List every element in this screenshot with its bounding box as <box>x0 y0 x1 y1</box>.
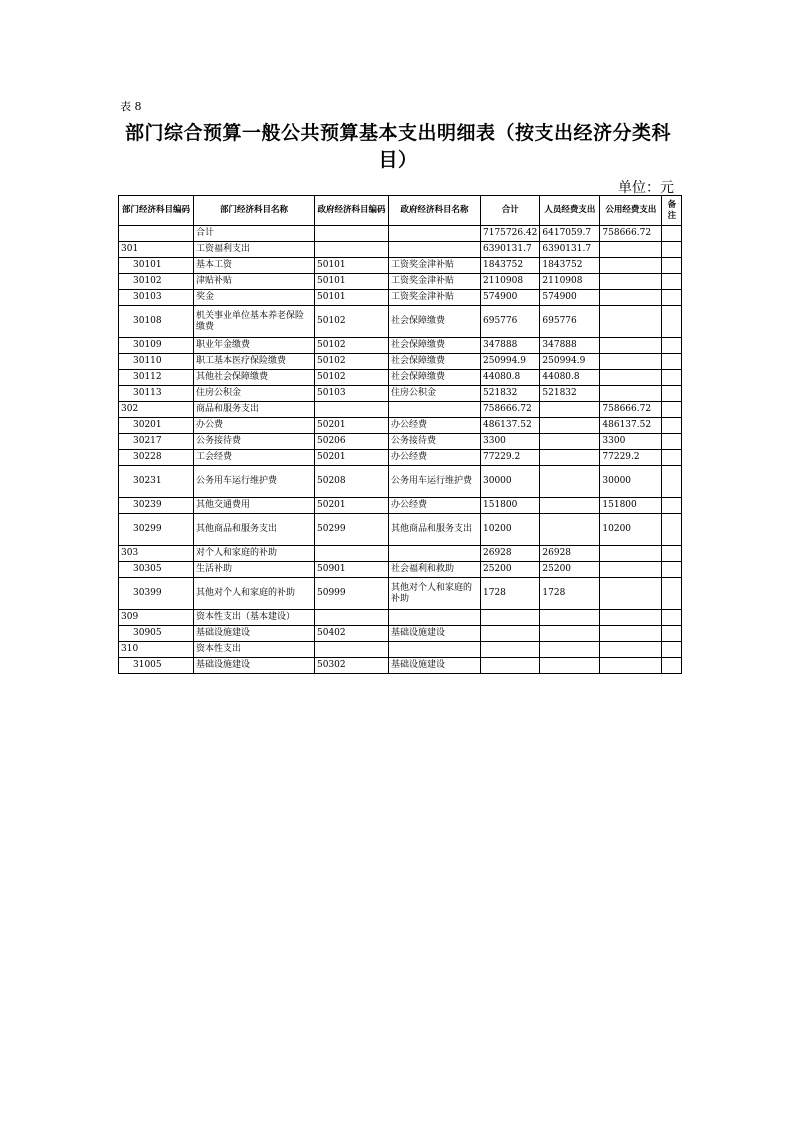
cell-remark <box>662 274 682 290</box>
cell-total <box>481 658 540 674</box>
cell-total: 347888 <box>481 338 540 354</box>
cell-public <box>600 386 662 402</box>
cell-dept-code <box>119 226 194 242</box>
cell-total <box>481 642 540 658</box>
cell-public <box>600 546 662 562</box>
header-remark: 备注 <box>662 196 682 226</box>
cell-total: 3300 <box>481 434 540 450</box>
cell-gov-name: 公务用车运行维护费 <box>389 466 481 498</box>
cell-gov-code: 50206 <box>315 434 389 450</box>
cell-personnel <box>540 626 600 642</box>
cell-public <box>600 338 662 354</box>
cell-dept-code: 30102 <box>119 274 194 290</box>
cell-remark <box>662 418 682 434</box>
cell-gov-name <box>389 610 481 626</box>
cell-gov-name: 基础设施建设 <box>389 658 481 674</box>
cell-gov-code: 50201 <box>315 418 389 434</box>
cell-gov-code <box>315 402 389 418</box>
cell-total: 10200 <box>481 514 540 546</box>
cell-dept-code: 30101 <box>119 258 194 274</box>
table-number: 表 8 <box>120 100 142 113</box>
cell-total: 6390131.7 <box>481 242 540 258</box>
header-gov-name: 政府经济科目名称 <box>389 196 481 226</box>
cell-gov-code: 50102 <box>315 370 389 386</box>
table-row <box>119 370 682 386</box>
cell-gov-name: 社会保障缴费 <box>389 370 481 386</box>
cell-gov-code: 50102 <box>315 306 389 338</box>
page-title: 部门综合预算一般公共预算基本支出明细表（按支出经济分类科目） <box>124 122 671 171</box>
cell-gov-code <box>315 242 389 258</box>
table-row <box>119 626 682 642</box>
cell-gov-code <box>315 610 389 626</box>
header-dept-name: 部门经济科目名称 <box>194 196 315 226</box>
cell-gov-name <box>389 546 481 562</box>
cell-personnel: 6390131.7 <box>540 242 600 258</box>
cell-dept-code: 30109 <box>119 338 194 354</box>
cell-personnel <box>540 402 600 418</box>
cell-remark <box>662 402 682 418</box>
cell-gov-name: 工资奖金津补贴 <box>389 290 481 306</box>
cell-personnel: 25200 <box>540 562 600 578</box>
cell-total: 30000 <box>481 466 540 498</box>
cell-remark <box>662 386 682 402</box>
cell-gov-code <box>315 546 389 562</box>
cell-remark <box>662 514 682 546</box>
cell-public: 758666.72 <box>600 226 662 242</box>
cell-public <box>600 290 662 306</box>
table-row <box>119 498 682 514</box>
cell-remark <box>662 434 682 450</box>
cell-gov-name: 工资奖金津补贴 <box>389 258 481 274</box>
cell-remark <box>662 626 682 642</box>
cell-dept-name: 基础设施建设 <box>194 626 315 642</box>
cell-public <box>600 258 662 274</box>
cell-dept-name: 机关事业单位基本养老保险缴费 <box>194 306 315 338</box>
table-row <box>119 402 682 418</box>
cell-gov-name: 工资奖金津补贴 <box>389 274 481 290</box>
cell-dept-code: 310 <box>119 642 194 658</box>
cell-total: 26928 <box>481 546 540 562</box>
cell-gov-code: 50999 <box>315 578 389 610</box>
cell-remark <box>662 546 682 562</box>
table-row <box>119 514 682 546</box>
cell-remark <box>662 338 682 354</box>
cell-personnel: 1728 <box>540 578 600 610</box>
cell-gov-name: 社会保障缴费 <box>389 354 481 370</box>
cell-remark <box>662 466 682 498</box>
cell-public <box>600 562 662 578</box>
cell-public <box>600 658 662 674</box>
cell-dept-name: 住房公积金 <box>194 386 315 402</box>
cell-dept-code: 30231 <box>119 466 194 498</box>
cell-gov-name: 其他对个人和家庭的补助 <box>389 578 481 610</box>
cell-public: 10200 <box>600 514 662 546</box>
cell-gov-name: 社会保障缴费 <box>389 306 481 338</box>
cell-gov-name: 社会福利和救助 <box>389 562 481 578</box>
cell-gov-code: 50103 <box>315 386 389 402</box>
cell-gov-name <box>389 226 481 242</box>
cell-gov-code <box>315 226 389 242</box>
cell-personnel <box>540 514 600 546</box>
cell-dept-name: 工资福利支出 <box>194 242 315 258</box>
cell-dept-code: 30305 <box>119 562 194 578</box>
cell-personnel: 574900 <box>540 290 600 306</box>
cell-gov-code: 50201 <box>315 498 389 514</box>
cell-gov-name: 办公经费 <box>389 418 481 434</box>
cell-dept-name: 公务接待费 <box>194 434 315 450</box>
cell-gov-code: 50101 <box>315 274 389 290</box>
cell-dept-name: 基本工资 <box>194 258 315 274</box>
cell-dept-name: 其他社会保障缴费 <box>194 370 315 386</box>
cell-dept-code: 309 <box>119 610 194 626</box>
table-row <box>119 338 682 354</box>
cell-dept-code: 30217 <box>119 434 194 450</box>
cell-public <box>600 306 662 338</box>
cell-total: 250994.9 <box>481 354 540 370</box>
budget-table <box>118 195 682 674</box>
cell-gov-name: 办公经费 <box>389 498 481 514</box>
cell-gov-code: 50299 <box>315 514 389 546</box>
cell-gov-name: 公务接待费 <box>389 434 481 450</box>
cell-total: 1728 <box>481 578 540 610</box>
cell-personnel: 2110908 <box>540 274 600 290</box>
cell-gov-code: 50302 <box>315 658 389 674</box>
cell-gov-code: 50101 <box>315 258 389 274</box>
cell-dept-name: 公务用车运行维护费 <box>194 466 315 498</box>
cell-gov-code: 50901 <box>315 562 389 578</box>
cell-remark <box>662 658 682 674</box>
cell-public <box>600 370 662 386</box>
cell-remark <box>662 642 682 658</box>
cell-remark <box>662 370 682 386</box>
cell-dept-code: 30112 <box>119 370 194 386</box>
cell-personnel: 250994.9 <box>540 354 600 370</box>
cell-dept-name: 办公费 <box>194 418 315 434</box>
cell-gov-code: 50101 <box>315 290 389 306</box>
table-row <box>119 578 682 610</box>
cell-gov-name: 社会保障缴费 <box>389 338 481 354</box>
cell-dept-name: 对个人和家庭的补助 <box>194 546 315 562</box>
table-row <box>119 642 682 658</box>
cell-total <box>481 610 540 626</box>
cell-total <box>481 626 540 642</box>
cell-dept-name: 职工基本医疗保险缴费 <box>194 354 315 370</box>
cell-remark <box>662 290 682 306</box>
table-row <box>119 258 682 274</box>
cell-gov-code: 50402 <box>315 626 389 642</box>
cell-remark <box>662 354 682 370</box>
table-row <box>119 546 682 562</box>
cell-dept-name: 津贴补贴 <box>194 274 315 290</box>
cell-dept-name: 资本性支出（基本建设） <box>194 610 315 626</box>
cell-public <box>600 642 662 658</box>
header-public: 公用经费支出 <box>600 196 662 226</box>
cell-dept-code: 30113 <box>119 386 194 402</box>
cell-dept-code: 303 <box>119 546 194 562</box>
cell-dept-code: 30299 <box>119 514 194 546</box>
cell-total: 1843752 <box>481 258 540 274</box>
header-gov-code: 政府经济科目编码 <box>315 196 389 226</box>
table-header-row <box>119 196 682 226</box>
cell-gov-name: 住房公积金 <box>389 386 481 402</box>
table-row <box>119 466 682 498</box>
cell-gov-code: 50201 <box>315 450 389 466</box>
cell-public: 30000 <box>600 466 662 498</box>
cell-personnel <box>540 658 600 674</box>
cell-total: 521832 <box>481 386 540 402</box>
cell-remark <box>662 306 682 338</box>
cell-remark <box>662 258 682 274</box>
cell-gov-name <box>389 242 481 258</box>
cell-dept-name: 基础设施建设 <box>194 658 315 674</box>
table-row <box>119 306 682 338</box>
cell-dept-code: 30110 <box>119 354 194 370</box>
cell-dept-name: 工会经费 <box>194 450 315 466</box>
cell-personnel: 695776 <box>540 306 600 338</box>
cell-public <box>600 578 662 610</box>
cell-remark <box>662 610 682 626</box>
cell-personnel: 26928 <box>540 546 600 562</box>
cell-total: 2110908 <box>481 274 540 290</box>
cell-gov-code: 50208 <box>315 466 389 498</box>
cell-total: 151800 <box>481 498 540 514</box>
cell-total: 7175726.42 <box>481 226 540 242</box>
cell-total: 44080.8 <box>481 370 540 386</box>
cell-gov-name: 基础设施建设 <box>389 626 481 642</box>
cell-dept-name: 职业年金缴费 <box>194 338 315 354</box>
cell-personnel: 6417059.7 <box>540 226 600 242</box>
cell-dept-name: 资本性支出 <box>194 642 315 658</box>
cell-remark <box>662 226 682 242</box>
table-row <box>119 274 682 290</box>
table-row <box>119 418 682 434</box>
table-row <box>119 450 682 466</box>
table-row <box>119 242 682 258</box>
header-total: 合计 <box>481 196 540 226</box>
cell-dept-code: 30103 <box>119 290 194 306</box>
cell-gov-name: 其他商品和服务支出 <box>389 514 481 546</box>
cell-public: 758666.72 <box>600 402 662 418</box>
cell-personnel <box>540 450 600 466</box>
cell-personnel: 44080.8 <box>540 370 600 386</box>
cell-dept-code: 30201 <box>119 418 194 434</box>
cell-total: 486137.52 <box>481 418 540 434</box>
cell-personnel <box>540 434 600 450</box>
table-row <box>119 610 682 626</box>
cell-gov-name <box>389 642 481 658</box>
table-row <box>119 386 682 402</box>
cell-personnel <box>540 610 600 626</box>
cell-total: 695776 <box>481 306 540 338</box>
cell-gov-name <box>389 402 481 418</box>
cell-dept-code: 30228 <box>119 450 194 466</box>
cell-gov-code: 50102 <box>315 354 389 370</box>
cell-public: 151800 <box>600 498 662 514</box>
table-row <box>119 226 682 242</box>
cell-gov-code: 50102 <box>315 338 389 354</box>
cell-remark <box>662 450 682 466</box>
cell-personnel: 1843752 <box>540 258 600 274</box>
cell-public <box>600 610 662 626</box>
table-row <box>119 354 682 370</box>
cell-public: 3300 <box>600 434 662 450</box>
table-row <box>119 658 682 674</box>
cell-gov-code <box>315 642 389 658</box>
cell-public <box>600 274 662 290</box>
table-body <box>119 226 682 674</box>
cell-dept-code: 301 <box>119 242 194 258</box>
cell-dept-code: 30239 <box>119 498 194 514</box>
cell-dept-code: 30905 <box>119 626 194 642</box>
cell-dept-name: 商品和服务支出 <box>194 402 315 418</box>
table-row <box>119 562 682 578</box>
cell-dept-name: 合计 <box>194 226 315 242</box>
cell-dept-name: 其他对个人和家庭的补助 <box>194 578 315 610</box>
cell-personnel <box>540 418 600 434</box>
cell-personnel <box>540 498 600 514</box>
cell-dept-name: 其他交通费用 <box>194 498 315 514</box>
table-row <box>119 290 682 306</box>
cell-public <box>600 242 662 258</box>
cell-dept-code: 302 <box>119 402 194 418</box>
cell-total: 758666.72 <box>481 402 540 418</box>
unit-label: 单位：元 <box>618 180 674 196</box>
cell-dept-code: 30108 <box>119 306 194 338</box>
cell-public: 77229.2 <box>600 450 662 466</box>
cell-remark <box>662 578 682 610</box>
cell-gov-name: 办公经费 <box>389 450 481 466</box>
cell-personnel <box>540 642 600 658</box>
table-row <box>119 434 682 450</box>
cell-public <box>600 354 662 370</box>
cell-personnel <box>540 466 600 498</box>
header-dept-code: 部门经济科目编码 <box>119 196 194 226</box>
cell-remark <box>662 498 682 514</box>
cell-dept-code: 30399 <box>119 578 194 610</box>
cell-public: 486137.52 <box>600 418 662 434</box>
cell-dept-name: 生活补助 <box>194 562 315 578</box>
cell-total: 25200 <box>481 562 540 578</box>
header-personnel: 人员经费支出 <box>540 196 600 226</box>
cell-total: 574900 <box>481 290 540 306</box>
cell-public <box>600 626 662 642</box>
cell-personnel: 347888 <box>540 338 600 354</box>
cell-total: 77229.2 <box>481 450 540 466</box>
cell-dept-name: 奖金 <box>194 290 315 306</box>
cell-remark <box>662 562 682 578</box>
cell-dept-code: 31005 <box>119 658 194 674</box>
cell-dept-name: 其他商品和服务支出 <box>194 514 315 546</box>
cell-personnel: 521832 <box>540 386 600 402</box>
cell-remark <box>662 242 682 258</box>
